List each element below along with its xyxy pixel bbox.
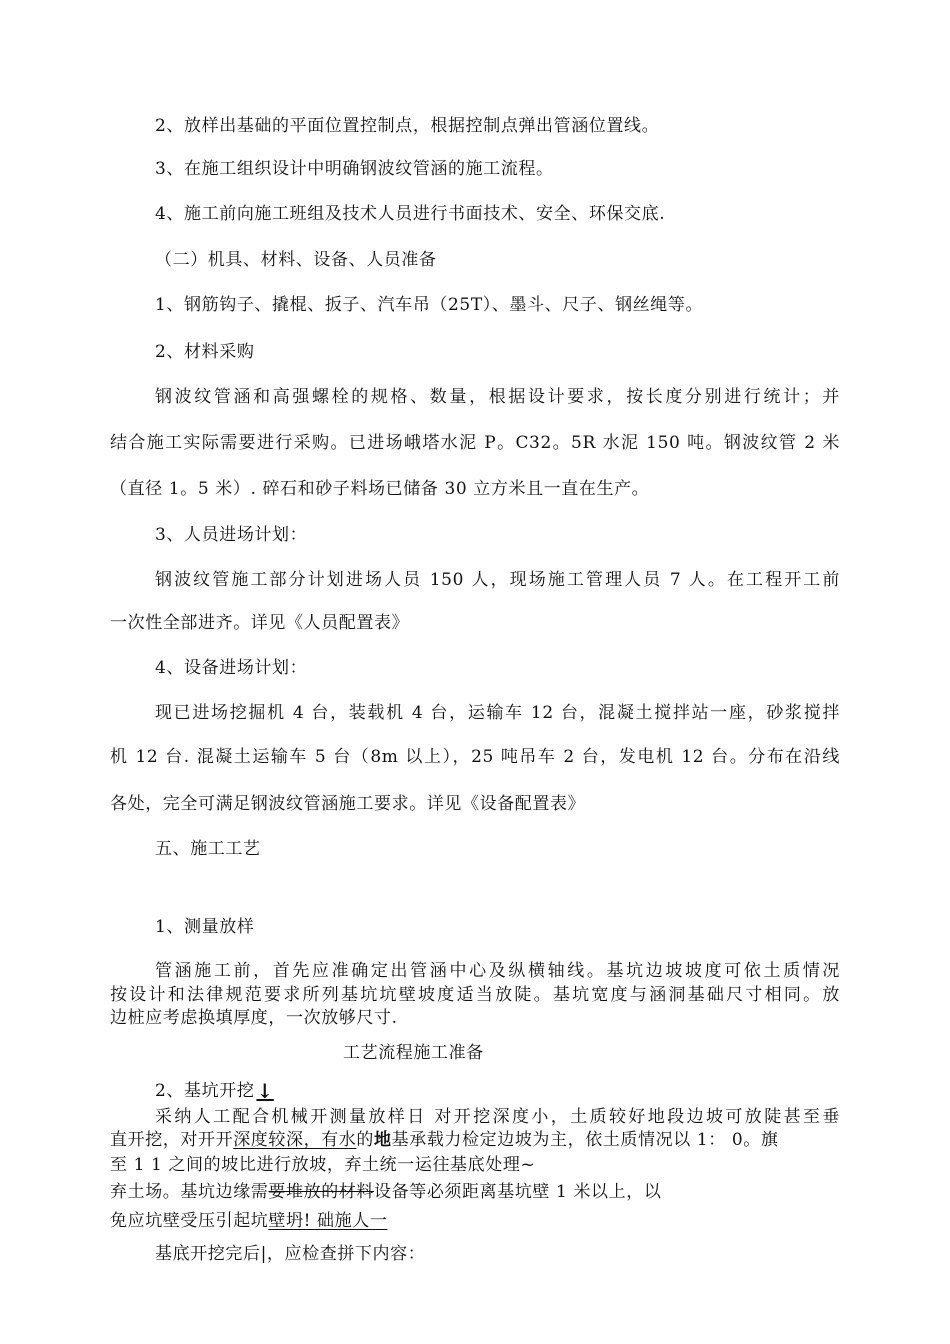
para-line-16: 各处，完全可满足钢波纹管涵施工要求。详见《设备配置表》 bbox=[110, 794, 586, 814]
para-line-11: 钢波纹管施工部分计划进场人员 150 人，现场施工管理人员 7 人。在工程开工前 bbox=[155, 570, 840, 590]
para-line-2: 3、在施工组织设计中明确钢波纹管涵的施工流程。 bbox=[155, 159, 554, 179]
section-heading-equipment: （二）机具、材料、设备、人员准备 bbox=[155, 250, 437, 270]
para-line-5: 1、钢筋钩子、撬棍、扳子、汽车吊（25T）、墨斗、尺子、钢丝绳等。 bbox=[155, 295, 704, 315]
para-line-9: （直径 1。5 米）. 碎石和砂子料场已储备 30 立方米且一直在生产。 bbox=[110, 479, 650, 499]
para-line-1: 2、放样出基础的平面位置控制点，根据控制点弹出管涵位置线。 bbox=[155, 116, 660, 136]
para-line-25 bbox=[110, 1129, 778, 1151]
para-line-20: 按设计和法律规范要求所列基坑坑壁坡度适当放陡。基坑宽度与涵洞基础尺寸相同。放 bbox=[110, 985, 840, 1005]
section-heading-process: 五、施工工艺 bbox=[155, 839, 261, 859]
para-line-27-struck: 要堆放的材料 bbox=[268, 1182, 375, 1202]
para-line-14: 现已进场挖掘机 4 台，装载机 4 台，运输车 12 台，混凝土搅拌站一座，砂浆搅拌 bbox=[155, 703, 840, 723]
para-line-15: 机 12 台. 混凝土运输车 5 台（8m 以上），25 吨吊车 2 台，发电机 12 台。分布在沿线 bbox=[110, 747, 840, 767]
para-line-7: 钢波纹管涵和高强螺栓的规格、数量，根据设计要求，按长度分别进行统计；并 bbox=[155, 387, 840, 407]
para-line-25-part-e: 基承载力检定边坡为主，依土质情况以 1： 0。旗 bbox=[391, 1130, 779, 1150]
para-line-21: 边桩应考虑换填厚度，一次放够尺寸. bbox=[110, 1008, 398, 1028]
subheading-survey: 1、测量放样 bbox=[155, 917, 255, 937]
para-line-25-part-c: 的 bbox=[356, 1130, 375, 1150]
para-line-29: 基底开挖完后|，应检查拼下内容： bbox=[155, 1244, 426, 1264]
para-line-26: 至 1 1 之间的坡比进行放坡，弃土统一运往基底处理~ bbox=[110, 1155, 536, 1175]
subheading-material-purchase: 2、材料采购 bbox=[155, 342, 255, 362]
subheading-personnel-plan: 3、人员进场计划： bbox=[155, 525, 308, 545]
subheading-excavation-text: 2、基坑开挖 bbox=[155, 1081, 255, 1101]
para-line-19: 管涵施工前，首先应准确定出管涵中心及纵横轴线。基坑边坡坡度可依土质情况 bbox=[155, 961, 840, 981]
para-line-24: 采纳人工配合机械开测量放样日 对开挖深度小，土质较好地段边坡可放陡甚至垂 bbox=[155, 1107, 840, 1127]
para-line-8: 结合施工实际需要进行采购。已进场峨塔水泥 P。C32。5R 水泥 150 吨。钢波纹管 2 米 bbox=[110, 433, 840, 453]
para-line-25-bold: 地 bbox=[374, 1130, 392, 1150]
para-line-3: 4、施工前向施工班组及技术人员进行书面技术、安全、环保交底. bbox=[155, 204, 666, 224]
para-line-27-part-a: 弃土场。基坑边缘需 bbox=[110, 1182, 269, 1202]
para-line-25-underlined: 深度较深，有水 bbox=[233, 1130, 357, 1150]
subheading-excavation bbox=[155, 1080, 274, 1102]
para-line-28 bbox=[110, 1210, 387, 1232]
para-line-12: 一次性全部进齐。详见《人员配置表》 bbox=[110, 613, 410, 633]
para-line-28-part-a: 免应坑壁受压引起坑 bbox=[110, 1211, 269, 1231]
para-line-25-part-a: 直开挖，对开开 bbox=[110, 1130, 234, 1150]
flow-arrow-mark: ↓ bbox=[256, 1079, 274, 1103]
subheading-equipment-plan: 4、设备进场计划： bbox=[155, 658, 308, 678]
para-line-27 bbox=[110, 1181, 661, 1203]
para-line-27-part-c: 设备等必须距离基坑壁 1 米以上，以 bbox=[374, 1182, 662, 1202]
para-line-28-underlined: 壁坍! 础施人一 bbox=[268, 1211, 388, 1231]
flow-caption: 工艺流程施工准备 bbox=[343, 1043, 484, 1063]
